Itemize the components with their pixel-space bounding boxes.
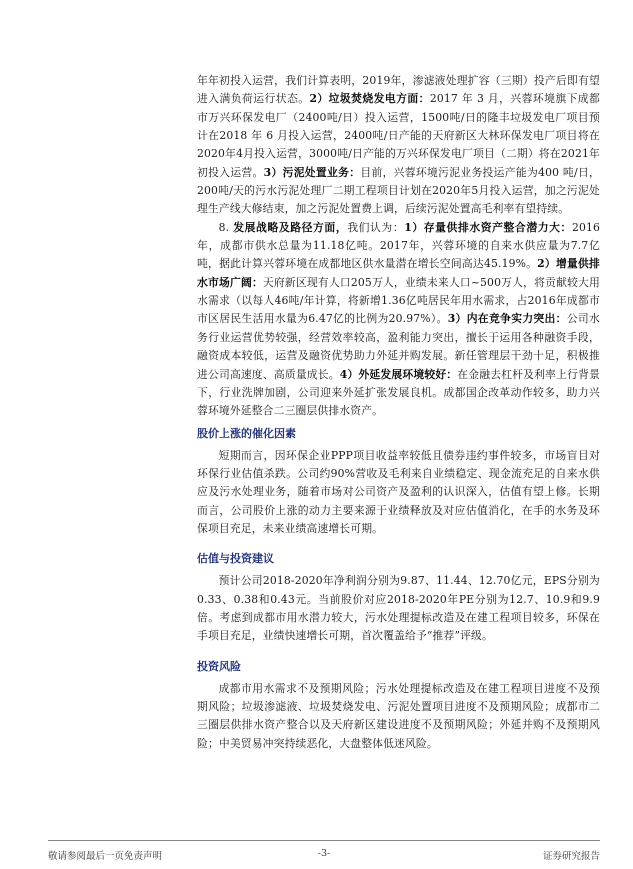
- strategy-4-text: 在金融去杠杆及利率上行背景下，行业洗牌加剧，公司迎来外延扩张发展良机。成都国企改革动作较多，助力兴蓉环境外延整合二三圈层供排水资产。: [197, 367, 601, 418]
- item-3-heading: 污泥处置业务：: [282, 165, 361, 179]
- item-2-text: 2017 年 3 月，兴蓉环境旗下成都市万兴环保发电厂（2400吨/日）投入运营，1500吨/日的隆丰垃圾发电厂项目预计在2018 年 6 月投入运营，2400吨/日产能的天府新区大林环保发电厂项目将在2020年4月投入运营，3000吨/日产能的万兴环保发电厂项目（二期）将在2021年初投入运营。: [197, 92, 601, 179]
- strategy-intro: 我们认为：: [347, 220, 405, 234]
- strategy-1-heading: 存量供排水资产整合潜力大：: [423, 220, 572, 234]
- strategy-4-number: 4）: [339, 367, 359, 381]
- item-2-heading: 垃圾焚烧发电方面：: [328, 92, 430, 106]
- main-content: [197, 72, 600, 753]
- strategy-3-number: 3）: [447, 312, 467, 326]
- strategy-1-number: 1）: [404, 220, 424, 234]
- strategy-3-text: 公司水务行业运营优势较强，经营效率较高，盈利能力突出，擅长于运用各种融资手段，融资成本较低，运营及融资优势助力外延并购发展。新任管理层干劲十足，积极推进公司高速度、高质量成长。: [197, 312, 601, 381]
- catalyst-heading: 股价上涨的催化因素: [197, 426, 296, 440]
- item-3-number: 3）: [263, 165, 283, 179]
- risk-paragraph: 成都市用水需求不及预期风险；污水处理提标改造及在建工程项目进度不及预期风险；垃圾渗滤液、垃圾焚烧发电、污泥处置项目进度不及预期风险；成都市二三圈层供排水资产整合以及天府新区建设进度不及预期风险；外延并购不及预期风险；中美贸易冲突持续恶化，大盘整体低迷风险。: [197, 681, 600, 750]
- page-number: -3-: [317, 848, 331, 859]
- strategy-number: 8.: [218, 220, 230, 234]
- item-2-number: 2）: [309, 92, 329, 106]
- strategy-heading: 发展战略及路径方面，: [233, 220, 348, 234]
- valuation-heading: 估值与投资建议: [197, 552, 274, 566]
- valuation-paragraph: 预计公司2018-2020年净利润分别为9.87、11.44、12.70亿元，EPS分别为0.33、0.38和0.43元。当前股价对应2018-2020年PE分别为12.7、10.9和9.9倍。考虑到成都市用水潜力较大，污水处理提标改造及在建工程项目较多，环保在手项目充足，业绩快速增长可期，首次覆盖给予“推荐”评级。: [197, 574, 600, 643]
- spacer: [197, 538, 600, 550]
- strategy-2-text: 天府新区现有人口205万人，业绩未来人口~500万人，将贡献较大用水需求（以每人46吨/年计算，将新增1.36亿吨居民年用水需求，占2016年成都市市区居民生活用水量为6.47亿的比例为20.97%）。: [197, 275, 600, 326]
- strategy-1-text: 2016年，成都市供水总量为11.18亿吨。2017年，兴蓉环境的自来水供应量为7.7亿吨，据此计算兴蓉环境在成都地区供水量潜在增长空间高达45.19%。: [197, 220, 601, 271]
- strategy-4-heading: 外延发展环境较好：: [358, 367, 458, 381]
- item-3-text: 目前，兴蓉环境污泥业务投运产能为400 吨/日，200吨/天的污水污泥处理厂二期工程项目计划在2020年5月投入运营，加之污泥处理生产线大修结束，加之污泥处置费上调，后续污泥处置高毛利率有望持续。: [197, 165, 600, 216]
- continued-paragraph: [197, 72, 600, 219]
- strategy-3-heading: 内在竞争实力突出：: [466, 312, 567, 326]
- spacer: [197, 646, 600, 658]
- risk-heading: 投资风险: [197, 659, 241, 673]
- catalyst-paragraph: 短期而言，因环保企业PPP项目收益率较低且债券违约事件较多，市场盲目对环保行业估值杀跌。公司约90%营收及毛利来自业绩稳定、现金流充足的自来水供应及污水处理业务，随着市场对公司资产及盈利的认识深入，估值有望上修。长期而言，公司股价上涨的动力主要来源于业绩释放及对应估值消化，在手的水务及环保项目充足，未来业绩高速增长可期。: [197, 448, 600, 535]
- strategy-paragraph: [197, 219, 600, 421]
- page-footer: [48, 840, 600, 869]
- disclaimer-note: 敬请参阅最后一页免责声明: [48, 851, 163, 862]
- strategy-2-number: 2）: [537, 257, 556, 271]
- continued-text: 年年初投入运营，我们计算表明，2019年，渗滤液处理扩容（三期）投产后即有望进入满负荷运行状态。: [197, 74, 600, 106]
- report-type: 证券研究报告: [542, 851, 600, 862]
- strategy-2-heading: 增量供排水市场广阔：: [197, 257, 600, 289]
